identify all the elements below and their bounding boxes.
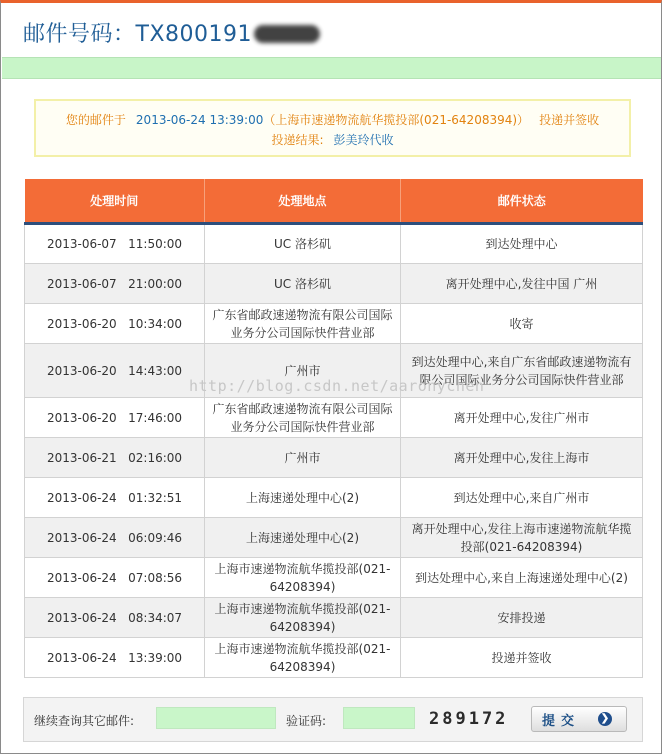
table-row [25,344,643,398]
page-title [23,17,320,48]
row-status: 离开处理中心,发往上海市 [401,438,643,478]
notice-result-label: 投递结果: [271,133,324,147]
masked-number-redaction [254,25,320,43]
row-place: 广东省邮政速递物流有限公司国际业务分公司国际快件营业部 [205,304,401,344]
row-status: 到达处理中心,来自广州市 [401,478,643,518]
row-status: 到达处理中心,来自广东省邮政速递物流有限公司国际业务分公司国际快件营业部 [401,344,643,398]
tracking-table [24,179,643,678]
row-place: UC 洛杉矶 [205,264,401,304]
row-status: 离开处理中心,发往中国 广州 [401,264,643,304]
row-time: 2013-06-24 01:32:51 [25,478,205,518]
notice-place: （上海市速递物流航华揽投部(021-64208394)） [263,113,530,127]
row-time: 2013-06-07 11:50:00 [25,224,205,264]
arrow-right-circle-icon: ❯ [598,712,612,726]
header-mail-status: 邮件状态 [401,179,643,224]
row-status: 离开处理中心,发往上海市速递物流航华揽投部(021-64208394) [401,518,643,558]
row-time: 2013-06-07 21:00:00 [25,264,205,304]
table-row [25,398,643,438]
table-row [25,304,643,344]
row-status: 离开处理中心,发往广州市 [401,398,643,438]
row-status: 安排投递 [401,598,643,638]
mail-number-title: 邮件号码：TX800191 [23,22,252,47]
captcha-label: 验证码: [286,714,327,728]
delivery-notice [34,99,631,157]
submit-button[interactable] [531,706,627,732]
row-time: 2013-06-24 13:39:00 [25,638,205,678]
table-row [25,638,643,678]
row-time: 2013-06-20 14:43:00 [25,344,205,398]
notice-line-1 [36,110,629,130]
row-place: 广东省邮政速递物流有限公司国际业务分公司国际快件营业部 [205,398,401,438]
table-row [25,518,643,558]
table-row [25,558,643,598]
row-time: 2013-06-24 06:09:46 [25,518,205,558]
row-status: 收寄 [401,304,643,344]
row-place: 上海速递处理中心(2) [205,478,401,518]
row-time: 2013-06-20 10:34:00 [25,304,205,344]
row-place: 上海市速递物流航华揽投部(021-64208394) [205,558,401,598]
row-place: 广州市 [205,438,401,478]
notice-prefix: 您的邮件于 [65,113,126,127]
table-row [25,264,643,304]
table-row [25,478,643,518]
table-row [25,438,643,478]
header-process-place: 处理地点 [205,179,401,224]
notice-result-value: 彭美玲代收 [333,133,394,147]
row-time: 2013-06-20 17:46:00 [25,398,205,438]
row-time: 2013-06-24 07:08:56 [25,558,205,598]
row-status: 投递并签收 [401,638,643,678]
row-status: 到达处理中心 [401,224,643,264]
header-process-time: 处理时间 [25,179,205,224]
row-place: 广州市 [205,344,401,398]
notice-datetime: 2013-06-24 13:39:00 [135,113,264,127]
captcha-image[interactable]: 289172 [429,709,509,729]
query-footer [23,697,643,742]
query-label: 继续查询其它邮件: [34,714,135,728]
row-place: UC 洛杉矶 [205,224,401,264]
row-time: 2013-06-21 02:16:00 [25,438,205,478]
row-place: 上海速递处理中心(2) [205,518,401,558]
table-row [25,598,643,638]
captcha-input[interactable] [343,707,415,729]
row-place: 上海市速递物流航华揽投部(021-64208394) [205,598,401,638]
watermark-text: http://blog.csdn.net/aaronychen [189,377,485,395]
status-bar [2,57,661,79]
mail-number-input[interactable] [156,707,276,729]
notice-line-2 [36,130,629,150]
notice-action: 投递并签收 [539,113,600,127]
table-header-row [25,179,643,224]
row-time: 2013-06-24 08:34:07 [25,598,205,638]
table-row [25,224,643,264]
row-place: 上海市速递物流航华揽投部(021-64208394) [205,638,401,678]
submit-label: 提交 [542,712,581,728]
row-status: 到达处理中心,来自上海速递处理中心(2) [401,558,643,598]
